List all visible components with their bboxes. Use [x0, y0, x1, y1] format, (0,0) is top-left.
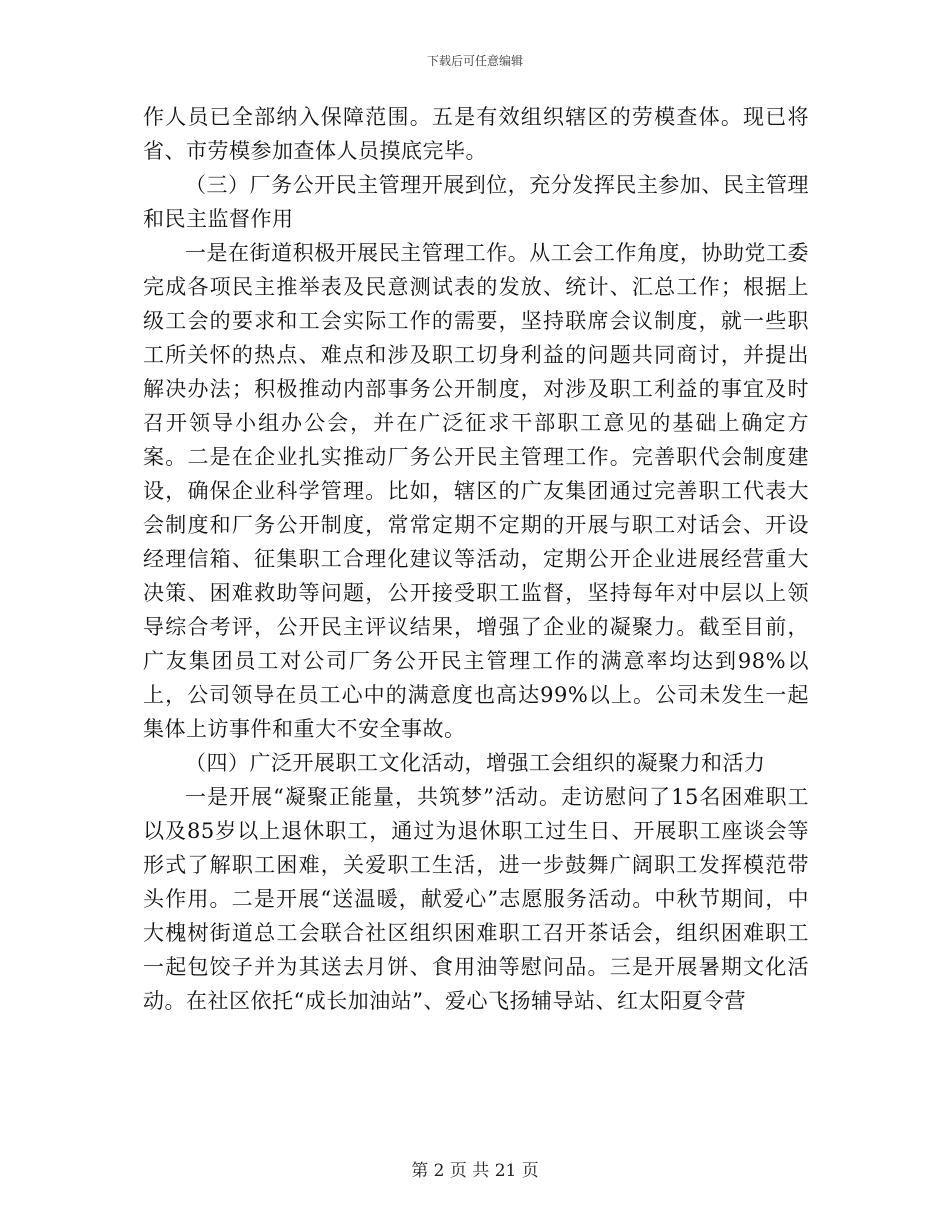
paragraph-continuation: 作人员已全部纳入保障范围。五是有效组织辖区的劳模查体。现已将省、市劳模参加查体人员摸底完毕。: [143, 105, 809, 163]
paragraph-cultural-activities: 一是开展“凝聚正能量，共筑梦”活动。走访慰问了15名困难职工以及85岁以上退休职工，通过为退休职工过生日、开展职工座谈会等形式了解职工困难，关爱职工生活，进一步鼓舞广阔职工发挥模范带头作用。二是开展“送温暖，献爱心”志愿服务活动。中秋节期间，中大槐树街道总工会联合社区组织困难职工召开茶话会，组织困难职工一起包饺子并为其送去月饼、食用油等慰问品。三是开展暑期文化活动。在社区依托“成长加油站”、爱心飞扬辅导站、红太阳夏令营: [143, 785, 809, 1013]
page-number: 第 2 页 共 21 页: [411, 1161, 539, 1181]
document-body: [143, 100, 809, 1018]
section-heading-4: （四）广泛开展职工文化活动，增强工会组织的凝聚力和活力: [185, 751, 766, 775]
page-header-note: 下载后可任意编辑: [426, 54, 523, 68]
section-heading-3: （三）厂务公开民主管理开展到位，充分发挥民主参加、民主管理和民主监督作用: [143, 173, 809, 231]
paragraph-democratic-management: 一是在街道积极开展民主管理工作。从工会工作角度，协助党工委完成各项民主推举表及民意测试表的发放、统计、汇总工作；根据上级工会的要求和工会实际工作的需要，坚持联席会议制度，就一些职工所关怀的热点、难点和涉及职工切身利益的问题共同商讨，并提出解决办法；积极推动内部事务公开制度，对涉及职工利益的事宜及时召开领导小组办公会，并在广泛征求干部职工意见的基础上确定方案。二是在企业扎实推动厂务公开民主管理工作。完善职代会制度建设，确保企业科学管理。比如，辖区的广友集团通过完善职工代表大会制度和厂务公开制度，常常定期不定期的开展与职工对话会、开设经理信箱、征集职工合理化建议等活动，定期公开企业进展经营重大决策、困难救助等问题，公开接受职工监督，坚持每年对中层以上领导综合考评，公开民主评议结果，增强了企业的凝聚力。截至目前，广友集团员工对公司厂务公开民主管理工作的满意率均达到98%以上，公司领导在员工心中的满意度也高达99%以上。公司未发生一起集体上访事件和重大不安全事故。: [143, 241, 809, 741]
